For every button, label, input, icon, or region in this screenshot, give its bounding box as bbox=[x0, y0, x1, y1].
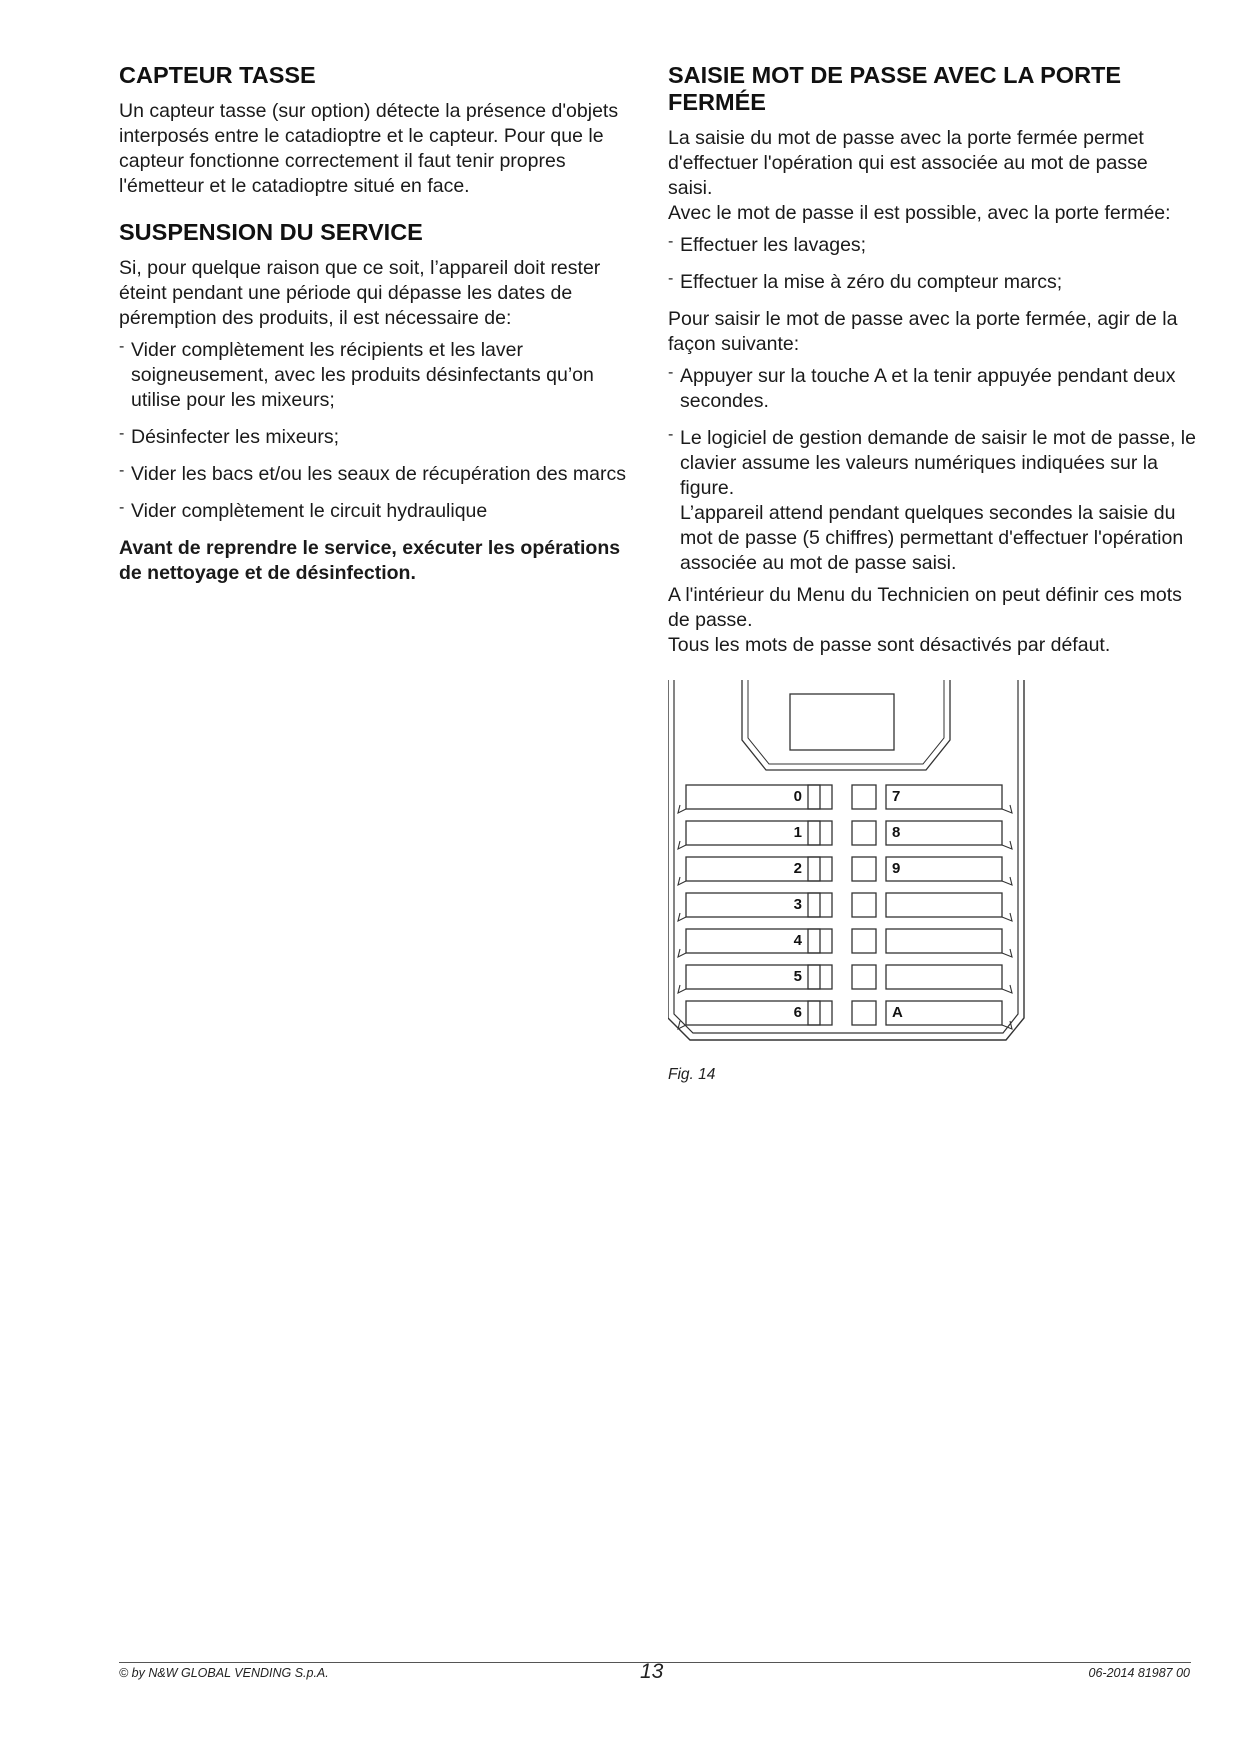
strip-tail-right bbox=[1002, 985, 1012, 993]
dash: - bbox=[668, 426, 674, 443]
heading-saisie-mot-de-passe: SAISIE MOT DE PASSE AVEC LA PORTE FERMÉE bbox=[668, 62, 1122, 115]
strip-tail-left bbox=[678, 841, 686, 849]
key-label-right-8: 8 bbox=[892, 824, 901, 841]
keypad-figure bbox=[668, 680, 1028, 1062]
footer-document-code: 06-2014 81987 00 bbox=[1088, 1666, 1190, 1680]
list-item: - Appuyer sur la touche A et la tenir appuyée pendant deux secondes. bbox=[668, 364, 1176, 412]
key-label-left-0: 0 bbox=[793, 788, 802, 805]
strip-tail-left bbox=[678, 805, 686, 813]
dash: - bbox=[119, 499, 125, 516]
paragraph-pour-saisir: Pour saisir le mot de passe avec la porte fermée, agir de la façon suivante: bbox=[668, 308, 1178, 355]
list-item: - Vider complètement les récipients et les laver soigneusement, avec les produits désinfectants qu’on utilise pour les mixeurs; bbox=[119, 338, 594, 411]
dash: - bbox=[119, 425, 125, 442]
paragraph-suspension: Si, pour quelque raison que ce soit, l’appareil doit rester éteint pendant une période qui dépasse les dates de péremption des produits, il est nécessaire de: bbox=[119, 257, 601, 329]
list-item: - Vider les bacs et/ou les seaux de récupération des marcs bbox=[119, 462, 626, 485]
key-label-strip-right bbox=[886, 965, 1002, 989]
warning-text: Avant de reprendre le service, exécuter les opérations de nettoyage et de désinfection. bbox=[119, 537, 621, 584]
key-label-left-6: 6 bbox=[793, 1004, 802, 1021]
strip-tail-left bbox=[678, 913, 686, 921]
key-label-strip-right bbox=[886, 929, 1002, 953]
key-label-strip-right bbox=[886, 893, 1002, 917]
key-label-left-1: 1 bbox=[793, 824, 802, 841]
left-column bbox=[119, 62, 636, 586]
paragraph-saisie: La saisie du mot de passe avec la porte fermée permet d'effectuer l'opération qui est associée au mot de passe saisi. bbox=[668, 127, 1148, 199]
key-label-strip-right bbox=[886, 785, 1002, 809]
list-item: - Effectuer la mise à zéro du compteur marcs; bbox=[668, 270, 1063, 293]
strip-tail-left bbox=[678, 985, 686, 993]
key-label-right-A: A bbox=[892, 1004, 903, 1021]
key-label-strip-right bbox=[886, 1001, 1002, 1025]
paragraph-desactives: Tous les mots de passe sont désactivés par défaut. bbox=[668, 634, 1111, 656]
dash: - bbox=[668, 270, 674, 287]
key-label-left-4: 4 bbox=[793, 932, 802, 949]
dash: - bbox=[119, 338, 125, 355]
key-button-right bbox=[852, 893, 876, 917]
key-label-left-3: 3 bbox=[793, 896, 802, 913]
list-item: - Vider complètement le circuit hydraulique bbox=[119, 499, 488, 522]
right-column bbox=[668, 62, 1196, 1084]
strip-tail-left bbox=[678, 949, 686, 957]
list-item: - Effectuer les lavages; bbox=[668, 233, 867, 256]
paragraph-menu-technicien: A l'intérieur du Menu du Technicien on peut définir ces mots de passe. bbox=[668, 584, 1182, 631]
key-label-strip-right bbox=[886, 857, 1002, 881]
dash: - bbox=[668, 364, 674, 381]
key-button-right bbox=[852, 1001, 876, 1025]
key-rows bbox=[678, 785, 1012, 1029]
strip-tail-right bbox=[1002, 913, 1012, 921]
page-number: 13 bbox=[640, 1660, 664, 1683]
list-item: - Le logiciel de gestion demande de saisir le mot de passe, le clavier assume les valeurs numériques indiquées sur la figure. L’appareil attend pendant quelques secondes la saisie du mot de passe (5 chiffres) permettant d'effectuer l'opération associée au mot de passe saisi. bbox=[668, 426, 1196, 574]
strip-tail-right bbox=[1002, 949, 1012, 957]
strip-tail-right bbox=[1002, 805, 1012, 813]
footer-copyright: © by N&W GLOBAL VENDING S.p.A. bbox=[119, 1666, 329, 1680]
key-button-right bbox=[852, 929, 876, 953]
heading-suspension: SUSPENSION DU SERVICE bbox=[119, 219, 423, 245]
key-button-right bbox=[852, 857, 876, 881]
key-button-right bbox=[852, 821, 876, 845]
key-label-strip-right bbox=[886, 821, 1002, 845]
key-label-right-7: 7 bbox=[892, 788, 901, 805]
dash: - bbox=[119, 462, 125, 479]
strip-tail-right bbox=[1002, 841, 1012, 849]
strip-tail-right bbox=[1002, 877, 1012, 885]
figure-caption: Fig. 14 bbox=[668, 1066, 716, 1083]
key-button-right bbox=[852, 785, 876, 809]
key-button-right bbox=[852, 965, 876, 989]
key-label-left-2: 2 bbox=[793, 860, 802, 877]
keypad-drawing bbox=[668, 680, 1028, 1062]
strip-tail-left bbox=[678, 877, 686, 885]
key-label-right-9: 9 bbox=[892, 860, 901, 877]
paragraph-avec-mot-de-passe: Avec le mot de passe il est possible, avec la porte fermée: bbox=[668, 202, 1171, 224]
list-item: - Désinfecter les mixeurs; bbox=[119, 425, 340, 448]
heading-capteur-tasse: CAPTEUR TASSE bbox=[119, 62, 316, 88]
paragraph-capteur: Un capteur tasse (sur option) détecte la présence d'objets interposés entre le catadioptre et le capteur. Pour que le capteur fonctionne correctement il faut tenir propres l'émetteur et le catadioptre situé en face. bbox=[119, 100, 619, 197]
dash: - bbox=[668, 233, 674, 250]
key-label-left-5: 5 bbox=[793, 968, 802, 985]
